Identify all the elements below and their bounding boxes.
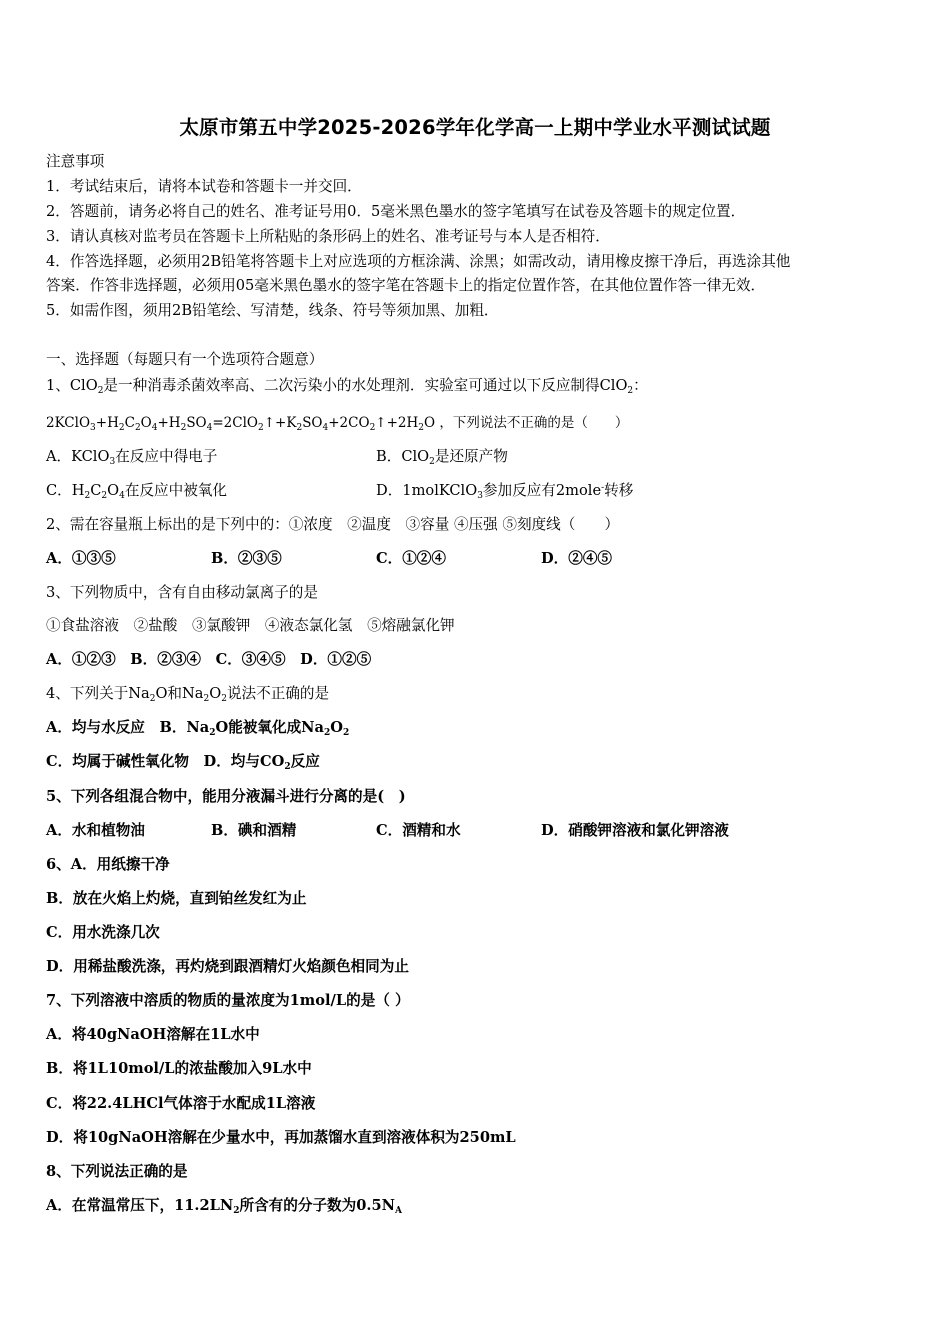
q8-option-a: A．在常温常压下，$11.2LN_2$所含有的分子数为$0.5N_A$ <box>46 1197 402 1216</box>
equation-text: ↑+K <box>263 415 297 431</box>
q5-option-d: D．硝酸钾溶液和氯化钾溶液 <box>541 822 729 839</box>
q1-option-a: A．KClO$_3$在反应中得电子 <box>46 448 218 467</box>
note-item-1: 1．考试结束后，请将本试卷和答题卡一并交回． <box>46 178 362 195</box>
q2-stem: 2、需在容量瓶上标出的是下列中的：①浓度 ②温度 ③容量 ④压强 ⑤刻度线（ ） <box>46 516 620 533</box>
note-item-5: 5．如需作图，须用2B铅笔绘、写清楚，线条、符号等须加黑、加粗． <box>46 302 499 319</box>
equation-text: SO <box>302 415 323 431</box>
q6-option-d: D．用稀盐酸洗涤，再灼烧到跟酒精灯火焰颜色相同为止 <box>46 958 409 975</box>
note-item-4: 4．作答选择题，必须用2B铅笔将答题卡上对应选项的方框涂满、涂黑；如需改动，请用橡皮擦干净后，再选涂其他 <box>46 253 791 270</box>
q1-option-c: C．$H_2C_2O_4$在反应中被氧化 <box>46 482 228 501</box>
q6-option-c: C．用水洗涤几次 <box>46 924 160 941</box>
equation-text: =2ClO <box>212 415 258 431</box>
equation-text: +2CO <box>328 415 370 431</box>
section-heading: 一、选择题（每题只有一个选项符合题意） <box>46 351 324 368</box>
notes-heading: 注意事项 <box>46 153 105 170</box>
equation-subscript: 2 <box>369 423 376 433</box>
q4-options-cd: C．均属于碱性氧化物 D．均与$CO_2$反应 <box>46 753 320 772</box>
q5-option-a: A．水和植物油 <box>46 822 145 839</box>
equation-subscript: 2 <box>296 423 303 433</box>
q2-option-c: C．①②④ <box>376 550 446 567</box>
q3-stem: 3、下列物质中，含有自由移动氯离子的是 <box>46 584 318 601</box>
equation-subscript: 2 <box>180 423 187 433</box>
equation-text: C <box>124 415 135 431</box>
equation-subscript: 4 <box>322 423 329 433</box>
q8-stem: 8、下列说法正确的是 <box>46 1163 188 1180</box>
equation-subscript: 3 <box>90 423 96 433</box>
page-title: 太原市第五中学2025-2026学年化学高一上期中学业水平测试试题 <box>179 116 771 139</box>
q3-items: ①食盐溶液 ②盐酸 ③氯酸钾 ④液态氯化氢 ⑤熔融氯化钾 <box>46 617 455 634</box>
note-item-4-cont: 答案．作答非选择题，必须用05毫米黑色墨水的签字笔在答题卡上的指定位置作答，在其他位置作答一律无效． <box>46 277 766 294</box>
q6-option-a: 6、A．用纸擦干净 <box>46 856 170 873</box>
equation-subscript: 2 <box>118 423 125 433</box>
q7-option-d: D．将10gNaOH溶解在少量水中，再加蒸馏水直到溶液体积为250mL <box>46 1129 516 1146</box>
q2-option-b: B．②③⑤ <box>211 550 282 567</box>
q7-option-a: A．将40gNaOH溶解在1L水中 <box>46 1026 260 1043</box>
q1-option-d: D．1molKClO$_3$参加反应有2mole-转移 <box>376 482 634 501</box>
equation-subscript: 2 <box>134 423 141 433</box>
equation-subscript: 4 <box>206 423 213 433</box>
equation-text: 2KClO <box>46 415 91 431</box>
q3-options: A．①②③ B．②③④ C．③④⑤ D．①②⑤ <box>46 651 372 668</box>
q7-stem: 7、下列溶液中溶质的物质的量浓度为1mol/L的是（ ） <box>46 992 410 1009</box>
q7-option-c: C．将22.4LHCl气体溶于水配成1L溶液 <box>46 1095 316 1112</box>
equation-subscript: 2 <box>418 423 425 433</box>
equation-subscript: 2 <box>258 423 264 433</box>
note-item-3: 3．请认真核对监考员在答题卡上所粘贴的条形码上的姓名、准考证号与本人是否相符． <box>46 228 610 245</box>
q4-options-ab: A．均与水反应 B．$Na_2O$能被氧化成$Na_2O_2$ <box>46 719 350 738</box>
q7-option-b: B．将1L10mol/L的浓盐酸加入9L水中 <box>46 1060 312 1077</box>
equation-text: +H <box>95 415 119 431</box>
q6-option-b: B．放在火焰上灼烧，直到铂丝发红为止 <box>46 890 307 907</box>
q1-option-b: B．ClO$_2$是还原产物 <box>376 448 508 467</box>
q2-option-d: D．②④⑤ <box>541 550 613 567</box>
equation-text: SO <box>186 415 207 431</box>
q2-option-a: A．①③⑤ <box>46 550 116 567</box>
equation-text: +H <box>157 415 181 431</box>
note-item-2: 2．答题前，请务必将自己的姓名、准考证号用0．5毫米黑色墨水的签字笔填写在试卷及答题卡的规定位置． <box>46 203 746 220</box>
q4-stem: 4、下列关于$Na_2O$和$Na_2O_2$说法不正确的是 <box>46 685 330 704</box>
q1-stem: 1、ClO$_2$是一种消毒杀菌效率高、二次污染小的水处理剂．实验室可通过以下反应制得ClO$_2$： <box>46 377 648 396</box>
q5-option-b: B．碘和酒精 <box>211 822 297 839</box>
q5-stem: 5、下列各组混合物中，能用分液漏斗进行分离的是( ) <box>46 788 406 805</box>
equation-text: O <box>140 415 152 431</box>
equation-subscript: 4 <box>151 423 158 433</box>
q5-option-c: C．酒精和水 <box>376 822 461 839</box>
equation-text: ↑+2H <box>375 415 419 431</box>
equation-text: O ，下列说法不正确的是（ ） <box>424 415 629 431</box>
q1-equation <box>46 413 628 433</box>
